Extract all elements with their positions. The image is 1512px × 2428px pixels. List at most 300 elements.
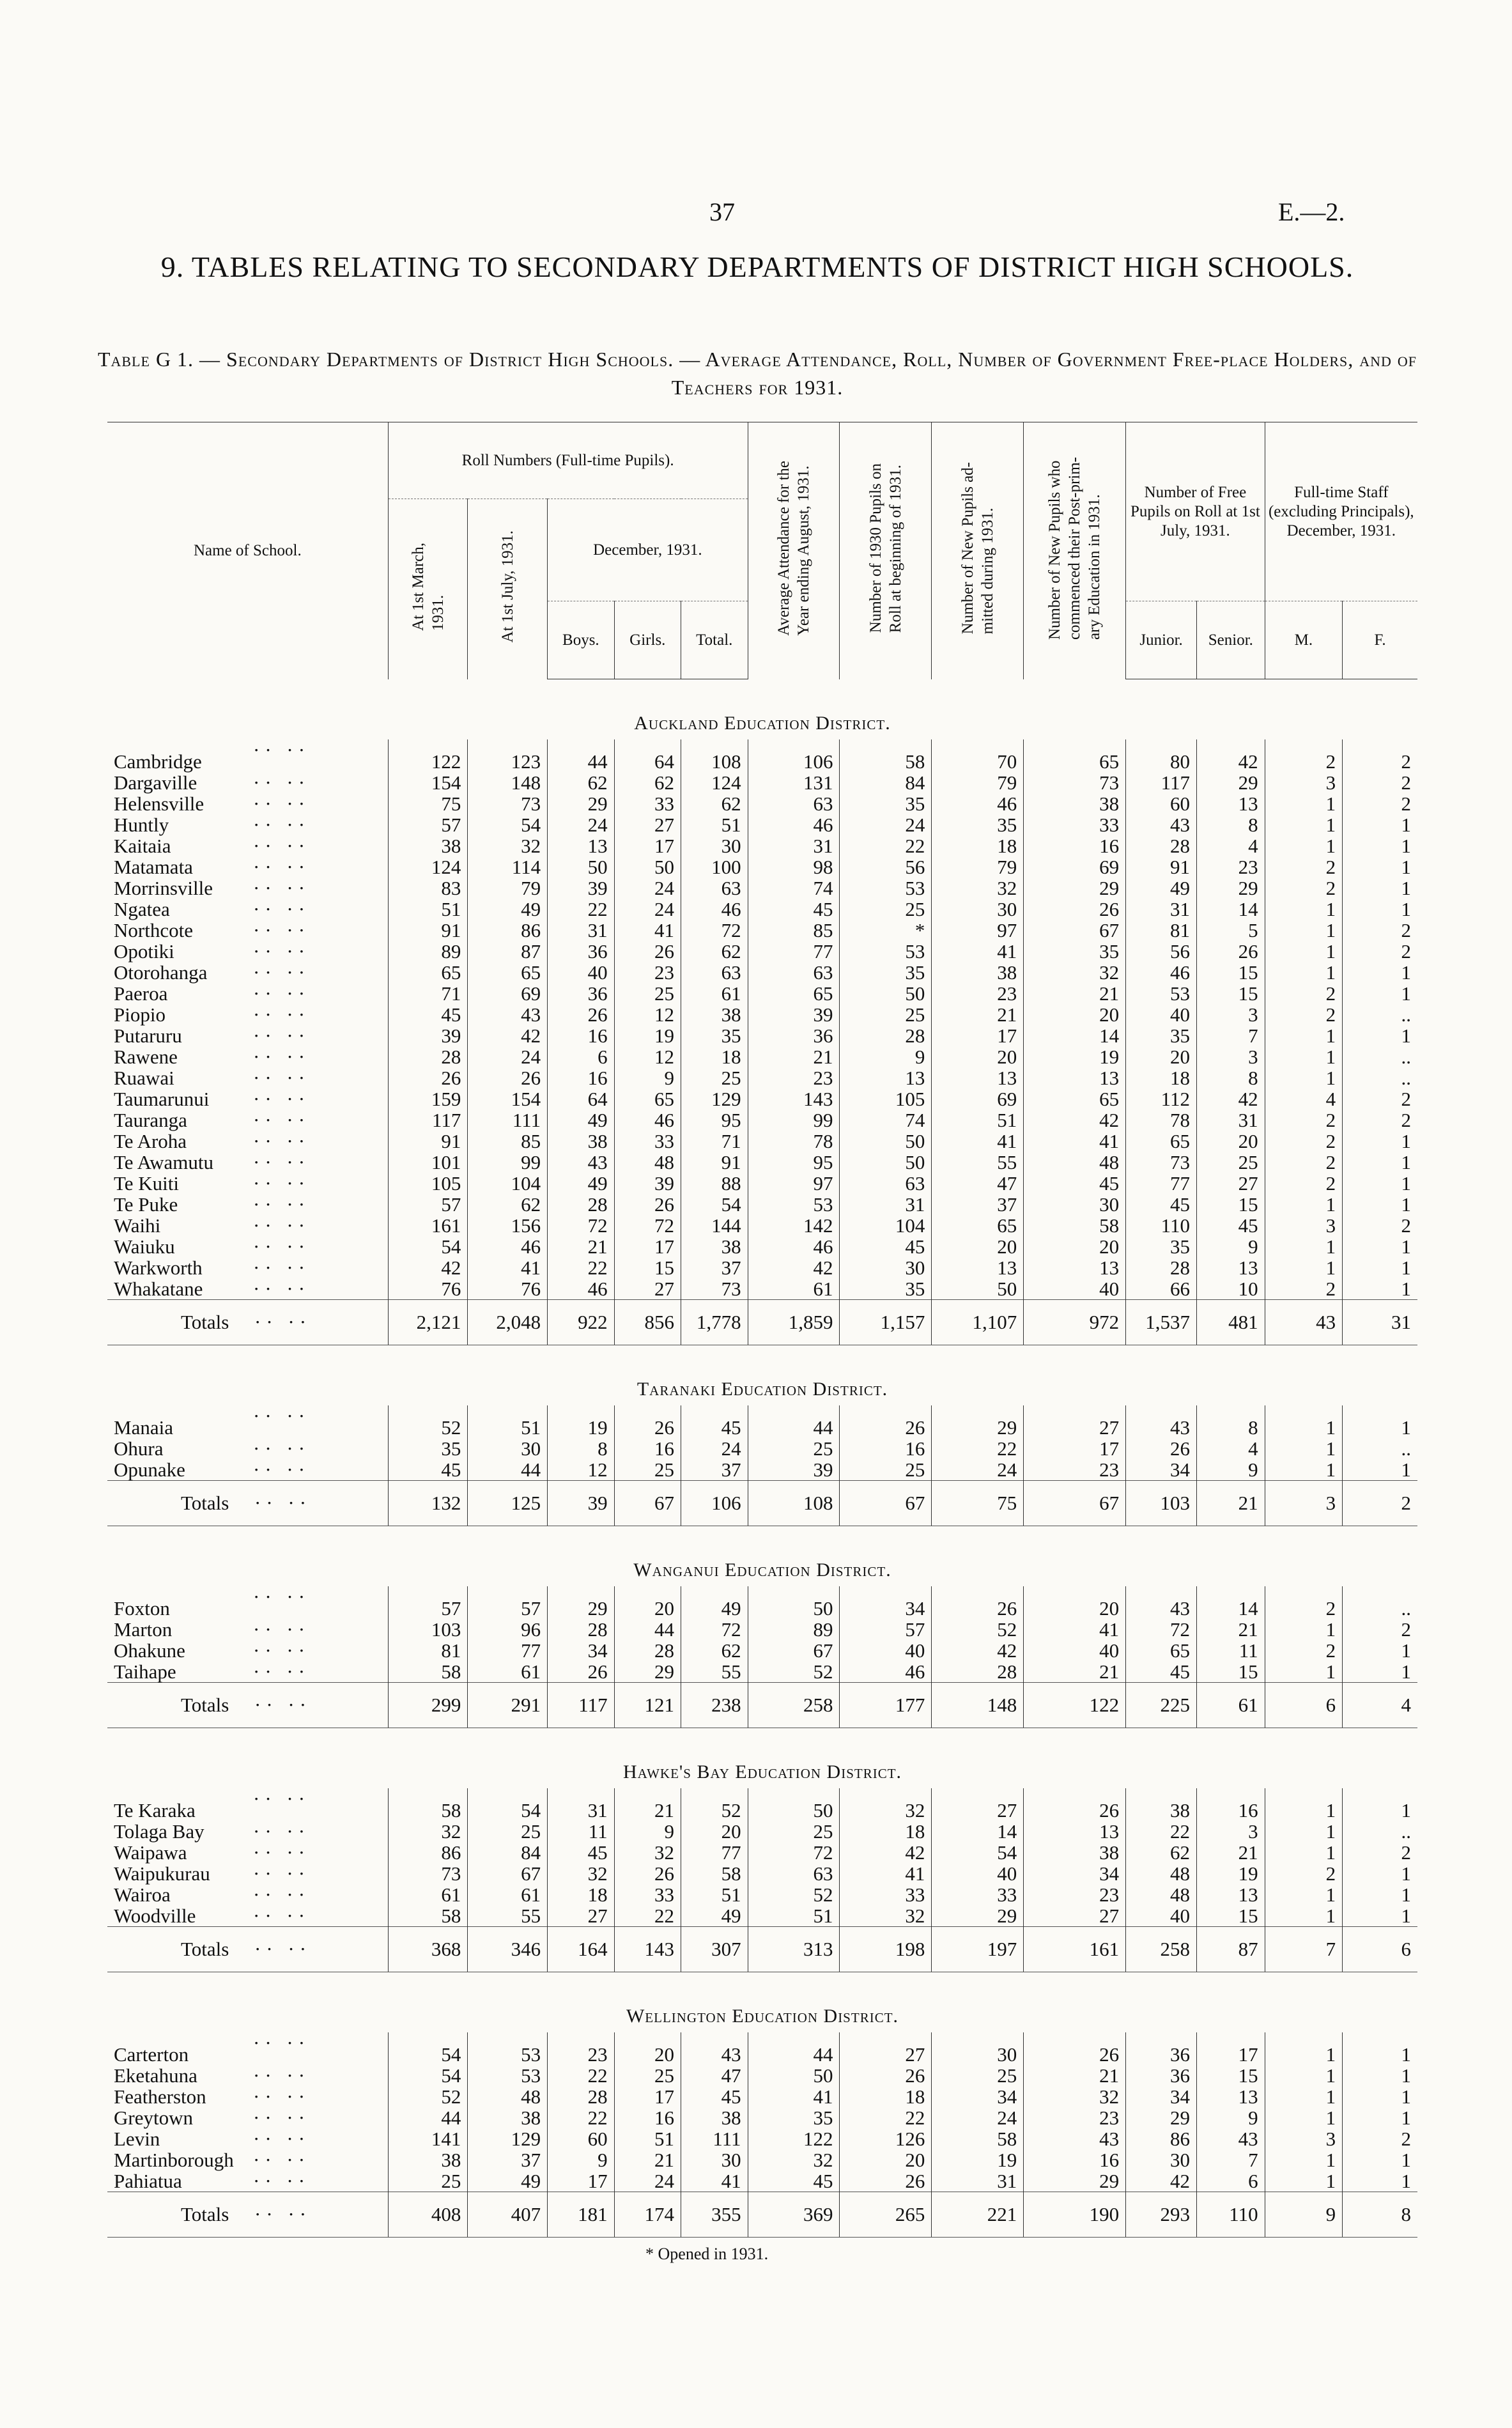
- value-cell: 69: [468, 983, 548, 1004]
- school-name: [107, 1194, 388, 1215]
- leader-dots: ·· ··: [253, 2107, 311, 2129]
- value-cell: 117: [548, 1683, 614, 1728]
- value-cell: 27: [1024, 1905, 1126, 1927]
- value-cell: 33: [1024, 814, 1126, 835]
- data-table: [107, 422, 1417, 2238]
- value-cell: 62: [681, 941, 748, 962]
- value-cell: 1: [1265, 1438, 1343, 1459]
- cell-text: Marton: [114, 1618, 173, 1641]
- value-cell: 122: [748, 2128, 840, 2149]
- value-cell: 72: [548, 1215, 614, 1236]
- value-cell: 34: [1024, 1863, 1126, 1884]
- table-row: [107, 1025, 1417, 1046]
- value-cell: 26: [548, 1004, 614, 1025]
- value-cell: 32: [614, 1842, 681, 1863]
- value-cell: 42: [1197, 1088, 1265, 1110]
- value-cell: 58: [1024, 1215, 1126, 1236]
- value-cell: 23: [748, 1067, 840, 1088]
- col-header-total: Total.: [681, 601, 748, 679]
- value-cell: 71: [681, 1131, 748, 1152]
- leader-dots: ·· ··: [253, 1257, 311, 1279]
- value-cell: 368: [388, 1927, 468, 1972]
- value-cell: 38: [1024, 793, 1126, 814]
- value-cell: 77: [1126, 1173, 1197, 1194]
- cell-text: Totals: [181, 1311, 229, 1333]
- value-cell: 43: [1126, 1405, 1197, 1438]
- value-cell: 161: [1024, 1927, 1126, 1972]
- leader-dots: ·· ··: [253, 2149, 311, 2171]
- value-cell: 42: [1197, 739, 1265, 772]
- value-cell: 33: [932, 1884, 1024, 1905]
- value-cell: 37: [468, 2149, 548, 2170]
- totals-row: [107, 1927, 1417, 1972]
- page-number: 37: [709, 197, 735, 226]
- value-cell: 46: [1126, 962, 1197, 983]
- value-cell: 125: [468, 1481, 548, 1526]
- cell-text: Pahiatua: [114, 2170, 182, 2192]
- value-cell: 57: [388, 1586, 468, 1619]
- value-cell: 63: [840, 1173, 932, 1194]
- value-cell: ..: [1343, 1067, 1417, 1088]
- leader-dots: ·· ··: [253, 771, 311, 794]
- value-cell: 13: [1024, 1821, 1126, 1842]
- value-cell: 25: [840, 899, 932, 920]
- school-name: [107, 856, 388, 878]
- value-cell: 45: [388, 1004, 468, 1025]
- value-cell: 26: [388, 1067, 468, 1088]
- value-cell: 63: [681, 962, 748, 983]
- value-cell: 2: [1343, 1110, 1417, 1131]
- value-cell: 142: [748, 1215, 840, 1236]
- col-header-staff-group: Full-time Staff (excluding Principals), December, 1931.: [1265, 422, 1417, 601]
- value-cell: 35: [388, 1438, 468, 1459]
- leader-dots: ·· ··: [254, 1694, 312, 1716]
- leader-dots: ·· ··: [253, 814, 311, 836]
- value-cell: 31: [840, 1194, 932, 1215]
- value-cell: 49: [548, 1173, 614, 1194]
- cell-text: Ohakune: [114, 1639, 185, 1662]
- value-cell: 80: [1126, 739, 1197, 772]
- value-cell: 1: [1343, 2065, 1417, 2086]
- value-cell: 21: [748, 1046, 840, 1067]
- value-cell: 49: [468, 2170, 548, 2192]
- value-cell: 1: [1265, 2032, 1343, 2065]
- value-cell: 41: [932, 1131, 1024, 1152]
- value-cell: 32: [748, 2149, 840, 2170]
- value-cell: 99: [468, 1152, 548, 1173]
- value-cell: 3: [1197, 1821, 1265, 1842]
- value-cell: 40: [1126, 1004, 1197, 1025]
- value-cell: 11: [548, 1821, 614, 1842]
- table-row: [107, 899, 1417, 920]
- value-cell: 44: [748, 2032, 840, 2065]
- value-cell: 50: [748, 2065, 840, 2086]
- value-cell: 2: [1265, 983, 1343, 1004]
- col-header-march: At 1st March, 1931.: [388, 499, 468, 679]
- value-cell: 45: [1126, 1661, 1197, 1683]
- value-cell: 25: [681, 1067, 748, 1088]
- value-cell: 30: [1126, 2149, 1197, 2170]
- value-cell: 54: [468, 814, 548, 835]
- value-cell: 58: [388, 1905, 468, 1927]
- value-cell: 1: [1343, 2107, 1417, 2128]
- value-cell: 1: [1265, 1067, 1343, 1088]
- value-cell: 32: [548, 1863, 614, 1884]
- value-cell: 15: [1197, 1661, 1265, 1683]
- value-cell: 91: [388, 920, 468, 941]
- value-cell: 122: [1024, 1683, 1126, 1728]
- table-row: [107, 1459, 1417, 1481]
- value-cell: 76: [388, 1278, 468, 1300]
- value-cell: 143: [614, 1927, 681, 1972]
- value-cell: 73: [388, 1863, 468, 1884]
- cell-text: Carterton: [114, 2043, 189, 2066]
- table-row: [107, 941, 1417, 962]
- value-cell: 18: [681, 1046, 748, 1067]
- value-cell: 76: [468, 1278, 548, 1300]
- value-cell: 32: [388, 1821, 468, 1842]
- value-cell: 20: [1197, 1131, 1265, 1152]
- value-cell: 2: [1343, 920, 1417, 941]
- value-cell: 66: [1126, 1278, 1197, 1300]
- value-cell: 1: [1343, 856, 1417, 878]
- leader-dots: ·· ··: [253, 1214, 311, 1237]
- value-cell: 16: [614, 1438, 681, 1459]
- value-cell: 64: [614, 739, 681, 772]
- value-cell: 198: [840, 1927, 932, 1972]
- value-cell: 97: [748, 1173, 840, 1194]
- value-cell: 39: [548, 878, 614, 899]
- value-cell: 18: [548, 1884, 614, 1905]
- value-cell: 78: [748, 1131, 840, 1152]
- value-cell: 2: [1343, 772, 1417, 793]
- value-cell: 1,859: [748, 1300, 840, 1345]
- leader-dots: ·· ··: [253, 1151, 311, 1173]
- value-cell: 62: [614, 772, 681, 793]
- value-cell: 41: [614, 920, 681, 941]
- value-cell: 24: [932, 1459, 1024, 1481]
- value-cell: 1: [1343, 2149, 1417, 2170]
- value-cell: 91: [1126, 856, 1197, 878]
- value-cell: 24: [840, 814, 932, 835]
- leader-dots: ·· ··: [253, 1046, 311, 1068]
- value-cell: 24: [614, 878, 681, 899]
- table-row: [107, 1152, 1417, 1173]
- value-cell: 19: [932, 2149, 1024, 2170]
- value-cell: 43: [548, 1152, 614, 1173]
- value-cell: 1: [1265, 1842, 1343, 1863]
- value-cell: 15: [1197, 1194, 1265, 1215]
- value-cell: 30: [932, 2032, 1024, 2065]
- value-cell: 24: [614, 899, 681, 920]
- value-cell: 6: [548, 1046, 614, 1067]
- value-cell: 15: [1197, 983, 1265, 1004]
- value-cell: 1: [1343, 1131, 1417, 1152]
- value-cell: 3: [1265, 1481, 1343, 1526]
- value-cell: 1: [1265, 941, 1343, 962]
- value-cell: 58: [681, 1863, 748, 1884]
- value-cell: 1: [1265, 920, 1343, 941]
- value-cell: 1: [1265, 1236, 1343, 1257]
- school-name: [107, 1152, 388, 1173]
- value-cell: 26: [840, 1405, 932, 1438]
- table-row: [107, 739, 1417, 772]
- leader-dots: ·· ··: [253, 1067, 311, 1089]
- district-heading-row: [107, 1972, 1417, 2033]
- main-title: 9. TABLES RELATING TO SECONDARY DEPARTMENTS OF DISTRICT HIGH SCHOOLS.: [160, 251, 1354, 283]
- value-cell: 1: [1343, 1788, 1417, 1821]
- value-cell: 2: [1265, 1278, 1343, 1300]
- value-cell: 30: [681, 835, 748, 856]
- value-cell: 9: [614, 1067, 681, 1088]
- value-cell: 84: [468, 1842, 548, 1863]
- value-cell: 23: [932, 983, 1024, 1004]
- value-cell: 50: [932, 1278, 1024, 1300]
- col-header-1930-pupils: Number of 1930 Pupils on Roll at beginning of 1931.: [840, 422, 932, 679]
- value-cell: 62: [681, 1640, 748, 1661]
- value-cell: 16: [840, 1438, 932, 1459]
- value-cell: 44: [468, 1459, 548, 1481]
- value-cell: 20: [681, 1821, 748, 1842]
- value-cell: 13: [932, 1067, 1024, 1088]
- value-cell: 85: [748, 920, 840, 941]
- value-cell: 20: [1024, 1004, 1126, 1025]
- value-cell: 56: [840, 856, 932, 878]
- value-cell: 40: [932, 1863, 1024, 1884]
- value-cell: 407: [468, 2192, 548, 2238]
- value-cell: 44: [748, 1405, 840, 1438]
- value-cell: 19: [548, 1405, 614, 1438]
- school-name: [107, 983, 388, 1004]
- value-cell: 1: [1265, 2065, 1343, 2086]
- value-cell: 53: [468, 2032, 548, 2065]
- leader-dots: ·· ··: [253, 1278, 311, 1300]
- value-cell: 26: [1024, 1788, 1126, 1821]
- value-cell: 75: [388, 793, 468, 814]
- value-cell: 1: [1343, 983, 1417, 1004]
- value-cell: 126: [840, 2128, 932, 2149]
- value-cell: 1: [1343, 1025, 1417, 1046]
- value-cell: 69: [1024, 856, 1126, 878]
- value-cell: 45: [1126, 1194, 1197, 1215]
- school-name: [107, 2065, 388, 2086]
- school-name: [107, 962, 388, 983]
- value-cell: 49: [681, 1586, 748, 1619]
- value-cell: 30: [840, 1257, 932, 1278]
- value-cell: 25: [614, 983, 681, 1004]
- value-cell: 112: [1126, 1088, 1197, 1110]
- value-cell: 34: [548, 1640, 614, 1661]
- value-cell: 58: [932, 2128, 1024, 2149]
- value-cell: 61: [748, 1278, 840, 1300]
- value-cell: 1,157: [840, 1300, 932, 1345]
- value-cell: 2: [1265, 739, 1343, 772]
- value-cell: 29: [1197, 772, 1265, 793]
- value-cell: 124: [681, 772, 748, 793]
- table-row: [107, 1110, 1417, 1131]
- leader-dots: ·· ··: [253, 1109, 311, 1131]
- value-cell: 2: [1265, 1586, 1343, 1619]
- school-name: [107, 2128, 388, 2149]
- value-cell: 28: [614, 1640, 681, 1661]
- school-name: [107, 1046, 388, 1067]
- value-cell: 40: [548, 962, 614, 983]
- school-name: [107, 1004, 388, 1025]
- value-cell: 1: [1343, 899, 1417, 920]
- value-cell: 32: [1024, 962, 1126, 983]
- value-cell: 40: [1024, 1640, 1126, 1661]
- value-cell: 26: [614, 1405, 681, 1438]
- value-cell: 355: [681, 2192, 748, 2238]
- value-cell: 7: [1265, 1927, 1343, 1972]
- table-row: [107, 920, 1417, 941]
- value-cell: 74: [840, 1110, 932, 1131]
- value-cell: 21: [1197, 1619, 1265, 1640]
- leader-dots: ·· ··: [253, 1660, 311, 1683]
- value-cell: 1: [1265, 2086, 1343, 2107]
- value-cell: 17: [1197, 2032, 1265, 2065]
- value-cell: 1: [1265, 1257, 1343, 1278]
- value-cell: 20: [932, 1046, 1024, 1067]
- value-cell: 14: [1197, 899, 1265, 920]
- cell-text: Totals: [181, 2203, 229, 2225]
- value-cell: 65: [1024, 739, 1126, 772]
- leader-dots: ·· ··: [253, 982, 311, 1005]
- school-name: [107, 1067, 388, 1088]
- value-cell: 65: [1024, 1088, 1126, 1110]
- cell-text: Huntly: [114, 814, 169, 836]
- value-cell: 30: [932, 899, 1024, 920]
- school-name: [107, 1257, 388, 1278]
- value-cell: 53: [1126, 983, 1197, 1004]
- value-cell: 31: [1197, 1110, 1265, 1131]
- district-heading-row: [107, 679, 1417, 740]
- value-cell: 1: [1265, 1905, 1343, 1927]
- value-cell: 190: [1024, 2192, 1126, 2238]
- value-cell: 24: [932, 2107, 1024, 2128]
- cell-text: Te Kuiti: [114, 1172, 180, 1195]
- value-cell: 48: [1126, 1863, 1197, 1884]
- value-cell: 96: [468, 1619, 548, 1640]
- value-cell: 26: [840, 2170, 932, 2192]
- value-cell: 58: [388, 1788, 468, 1821]
- value-cell: 61: [1197, 1683, 1265, 1728]
- leader-dots: ·· ··: [254, 2203, 312, 2225]
- value-cell: 1: [1343, 2086, 1417, 2107]
- value-cell: 225: [1126, 1683, 1197, 1728]
- value-cell: 8: [1197, 814, 1265, 835]
- cell-text: Eketahuna: [114, 2064, 197, 2087]
- value-cell: 31: [748, 835, 840, 856]
- value-cell: 346: [468, 1927, 548, 1972]
- cell-text: Martinborough: [114, 2149, 234, 2171]
- cell-text: Matamata: [114, 856, 193, 878]
- value-cell: 52: [388, 2086, 468, 2107]
- value-cell: 22: [840, 2107, 932, 2128]
- school-name: [107, 1131, 388, 1152]
- value-cell: 36: [748, 1025, 840, 1046]
- value-cell: 1: [1343, 2032, 1417, 2065]
- value-cell: 35: [840, 962, 932, 983]
- value-cell: 45: [388, 1459, 468, 1481]
- value-cell: 1: [1265, 2149, 1343, 2170]
- value-cell: 2: [1265, 1004, 1343, 1025]
- table-row: [107, 1438, 1417, 1459]
- value-cell: 86: [1126, 2128, 1197, 2149]
- value-cell: 21: [1197, 1481, 1265, 1526]
- value-cell: 41: [748, 2086, 840, 2107]
- cell-text: Whakatane: [114, 1278, 203, 1300]
- district-heading-row: [107, 1526, 1417, 1587]
- leader-dots: ·· ··: [254, 1938, 312, 1960]
- value-cell: 42: [1024, 1110, 1126, 1131]
- value-cell: 67: [1024, 1481, 1126, 1526]
- value-cell: *: [840, 920, 932, 941]
- value-cell: 30: [681, 2149, 748, 2170]
- value-cell: 13: [1197, 1257, 1265, 1278]
- value-cell: 1: [1343, 1863, 1417, 1884]
- value-cell: 42: [1126, 2170, 1197, 2192]
- value-cell: 34: [1126, 2086, 1197, 2107]
- value-cell: 265: [840, 2192, 932, 2238]
- value-cell: 103: [388, 1619, 468, 1640]
- value-cell: 27: [932, 1788, 1024, 1821]
- value-cell: 18: [1126, 1067, 1197, 1088]
- value-cell: 1: [1265, 1821, 1343, 1842]
- value-cell: 56: [1126, 941, 1197, 962]
- value-cell: 24: [614, 2170, 681, 2192]
- value-cell: 43: [681, 2032, 748, 2065]
- value-cell: 8: [548, 1438, 614, 1459]
- table-row: [107, 1131, 1417, 1152]
- school-name: [107, 835, 388, 856]
- value-cell: 21: [614, 2149, 681, 2170]
- value-cell: 65: [1126, 1131, 1197, 1152]
- table-row: [107, 2065, 1417, 2086]
- leader-dots: ·· ··: [253, 1883, 311, 1906]
- table-row: [107, 1661, 1417, 1683]
- value-cell: 40: [1024, 1278, 1126, 1300]
- table-row: [107, 1619, 1417, 1640]
- value-cell: 73: [1024, 772, 1126, 793]
- value-cell: 13: [1197, 793, 1265, 814]
- value-cell: 83: [388, 878, 468, 899]
- cell-text: Opunake: [114, 1458, 185, 1481]
- value-cell: 3: [1265, 2128, 1343, 2149]
- leader-dots: ·· ··: [253, 1025, 311, 1047]
- value-cell: 61: [388, 1884, 468, 1905]
- value-cell: 52: [681, 1788, 748, 1821]
- value-cell: 51: [614, 2128, 681, 2149]
- school-name: [107, 1661, 388, 1683]
- value-cell: 53: [840, 941, 932, 962]
- value-cell: 27: [614, 1278, 681, 1300]
- value-cell: 23: [1024, 1884, 1126, 1905]
- value-cell: 41: [681, 2170, 748, 2192]
- table-row: [107, 1863, 1417, 1884]
- value-cell: 57: [388, 814, 468, 835]
- value-cell: 46: [748, 1236, 840, 1257]
- value-cell: 1: [1343, 835, 1417, 856]
- value-cell: 141: [388, 2128, 468, 2149]
- school-name: [107, 1619, 388, 1640]
- school-name: [107, 899, 388, 920]
- value-cell: 10: [1197, 1278, 1265, 1300]
- school-name: [107, 941, 388, 962]
- value-cell: 37: [681, 1459, 748, 1481]
- value-cell: 30: [468, 1438, 548, 1459]
- value-cell: 42: [932, 1640, 1024, 1661]
